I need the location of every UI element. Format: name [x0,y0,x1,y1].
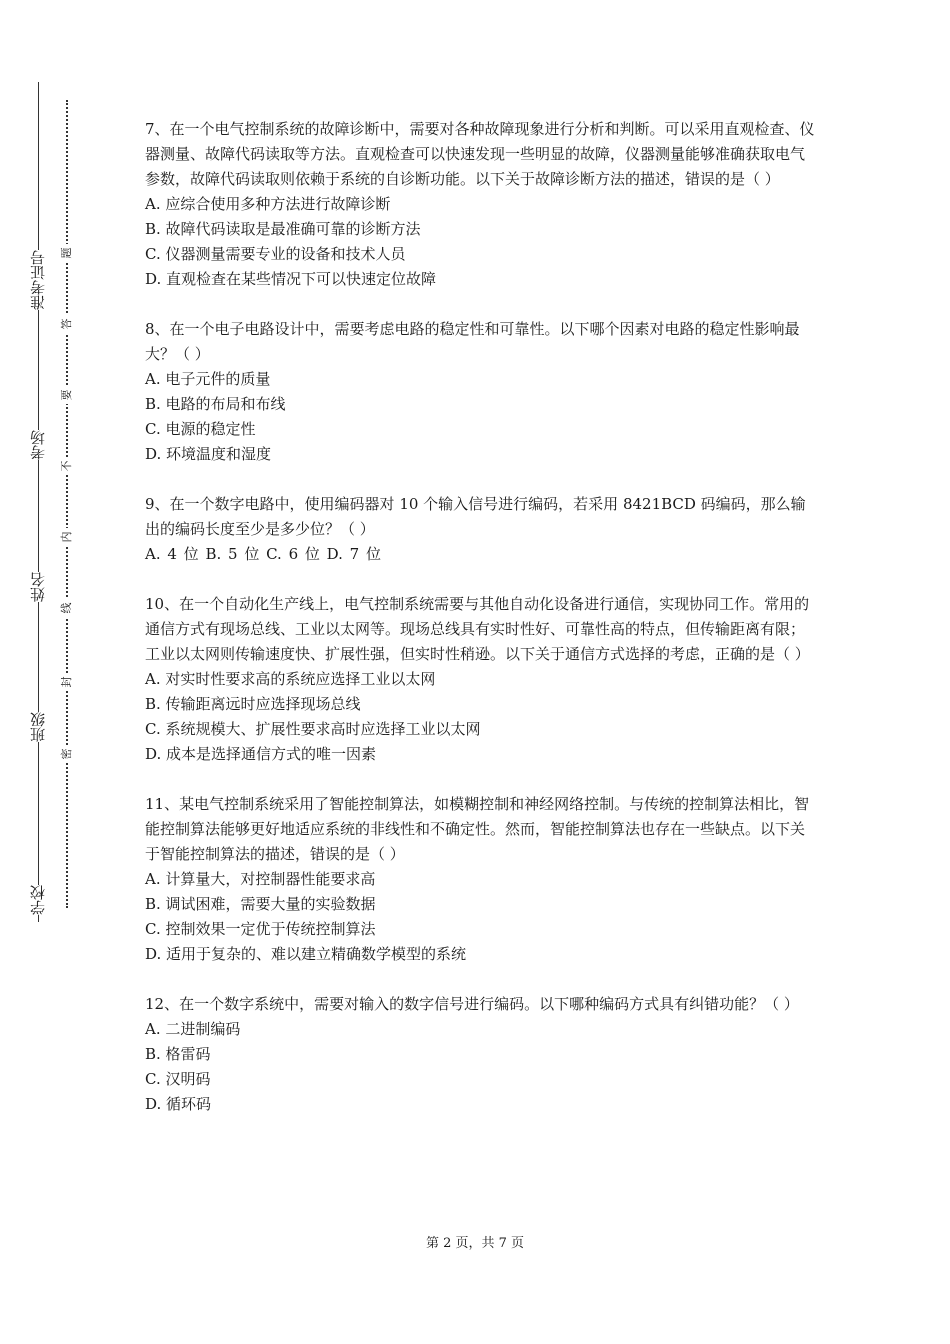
question-10 [145,592,815,767]
question-12 [145,992,815,1117]
exam-id-label: 准考证号 [18,250,58,310]
option-b: B. 故障代码读取是最准确可靠的诊断方法 [145,220,421,238]
option-b: B. 传输距离远时应选择现场总线 [145,695,361,713]
option-a: A. 二进制编码 [145,1020,241,1038]
options-inline: A. 4 位 B. 5 位 C. 6 位 D. 7 位 [145,545,381,563]
question-11 [145,792,815,967]
seal-char: 要 [58,386,76,404]
option-c: C. 电源的稳定性 [145,420,256,438]
option-c: C. 仪器测量需要专业的设备和技术人员 [145,245,406,263]
question-stem: 9、在一个数字电路中，使用编码器对 10 个输入信号进行编码，若采用 8421BCD 码编码，那么输出的编码长度至少是多少位？（ ） [145,495,806,538]
seal-char: 线 [58,599,76,617]
seal-char: 题 [58,244,76,262]
option-b: B. 格雷码 [145,1045,211,1063]
school-label: 学校 [18,885,58,915]
binding-line [38,82,39,922]
option-d: D. 循环码 [145,1095,212,1113]
seal-char: 答 [58,315,76,333]
seal-char: 内 [58,528,76,546]
seal-dotted-line [66,100,68,908]
option-c: C. 汉明码 [145,1070,211,1088]
option-b: B. 电路的布局和布线 [145,395,286,413]
question-9 [145,492,815,567]
page-footer: 第 2 页，共 7 页 [425,1236,525,1251]
question-8 [145,317,815,467]
question-stem: 11、某电气控制系统采用了智能控制算法，如模糊控制和神经网络控制。与传统的控制算法相比，智能控制算法能够更好地适应系统的非线性和不确定性。然而，智能控制算法也存在一些缺点。以下关于智能控制算法的描述，错误的是（ ） [145,795,810,863]
option-a: A. 电子元件的质量 [145,370,271,388]
question-7 [145,117,815,292]
question-stem: 7、在一个电气控制系统的故障诊断中，需要对各种故障现象进行分析和判断。可以采用直观检查、仪器测量、故障代码读取等方法。直观检查可以快速发现一些明显的故障，仪器测量能够准确获取电气参数，故障代码读取则依赖于系统的自诊断功能。以下关于故障诊断方法的描述，错误的是（ ） [145,120,815,188]
question-stem: 8、在一个电子电路设计中，需要考虑电路的稳定性和可靠性。以下哪个因素对电路的稳定性影响最大？（ ） [145,320,800,363]
question-list [145,117,815,1142]
option-a: A. 对实时性要求高的系统应选择工业以太网 [145,670,436,688]
option-c: C. 控制效果一定优于传统控制算法 [145,920,376,938]
question-stem: 12、在一个数字系统中，需要对输入的数字信号进行编码。以下哪种编码方式具有纠错功能？（ ） [145,995,799,1013]
option-a: A. 应综合使用多种方法进行故障诊断 [145,195,391,213]
option-d: D. 环境温度和湿度 [145,445,272,463]
option-c: C. 系统规模大、扩展性要求高时应选择工业以太网 [145,720,481,738]
seal-char: 封 [58,673,76,691]
class-label: 班级 [18,712,58,742]
option-a: A. 计算量大，对控制器性能要求高 [145,870,376,888]
seal-char: 不 [58,457,76,475]
option-d: D. 适用于复杂的、难以建立精确数学模型的系统 [145,945,467,963]
option-d: D. 成本是选择通信方式的唯一因素 [145,745,377,763]
option-b: B. 调试困难，需要大量的实验数据 [145,895,376,913]
exam-room-label: 考场 [18,430,58,460]
question-stem: 10、在一个自动化生产线上，电气控制系统需要与其他自动化设备进行通信，实现协同工作。常用的通信方式有现场总线、工业以太网等。现场总线具有实时性好、可靠性高的特点，但传输距离有限；工业以太网则传输速度快、扩展性强，但实时性稍逊。以下关于通信方式选择的考虑，正确的是（ ） [145,595,810,663]
name-label: 姓名 [18,572,58,602]
option-d: D. 直观检查在某些情况下可以快速定位故障 [145,270,437,288]
seal-char: 密 [58,745,76,763]
